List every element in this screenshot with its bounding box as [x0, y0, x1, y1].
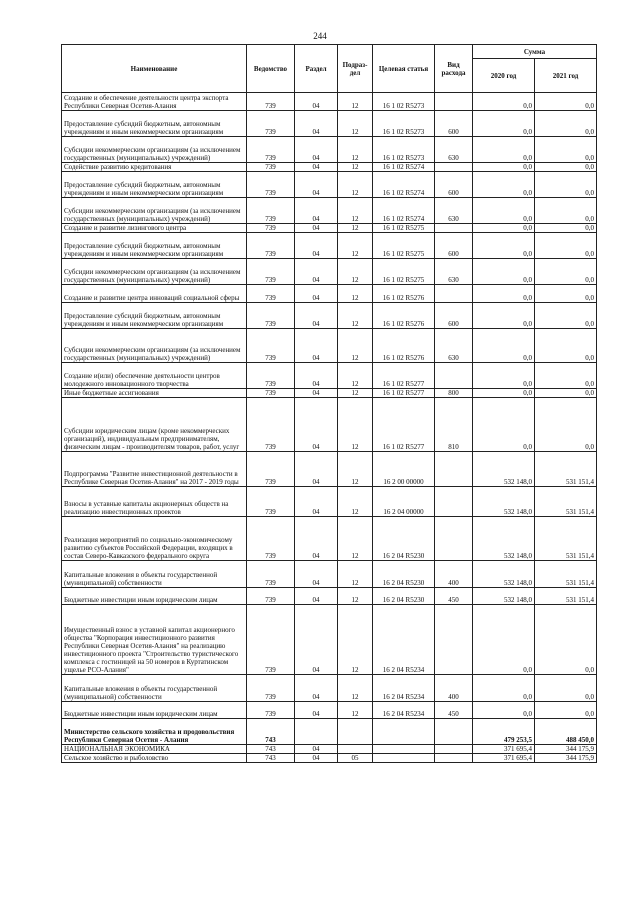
header-year-2020: 2020 год: [473, 59, 535, 93]
cell-name: Субсидии некоммерческим организациям (за исключением государственных (муниципальных) учреждений): [62, 198, 247, 224]
cell-v2020: 0,0: [473, 363, 535, 389]
cell-v2020: 532 148,0: [473, 517, 535, 561]
cell-type: [435, 285, 473, 303]
page-number: 244: [313, 31, 327, 41]
cell-type: [435, 719, 473, 745]
cell-v2021: 488 450,0: [535, 719, 597, 745]
cell-v2020: 0,0: [473, 163, 535, 172]
table-row: [62, 233, 597, 259]
cell-v2021: 0,0: [535, 389, 597, 398]
header-sum: Сумма: [473, 45, 597, 59]
cell-type: 810: [435, 398, 473, 452]
table-row: [62, 93, 597, 111]
cell-name: Создание и развитие лизингового центра: [62, 224, 247, 233]
cell-v2020: 0,0: [473, 398, 535, 452]
cell-v2020: 0,0: [473, 137, 535, 163]
cell-name: Создание и(или) обеспечение деятельности центров молодежного инновационного творчества: [62, 363, 247, 389]
cell-v2021: 0,0: [535, 285, 597, 303]
cell-sub: 12: [338, 233, 373, 259]
cell-target: 16 2 04 00000: [373, 487, 435, 517]
cell-sec: 04: [295, 363, 338, 389]
cell-name: Предоставление субсидий бюджетным, автономным учреждениям и иным некоммерческим организациям: [62, 303, 247, 329]
cell-sub: 12: [338, 285, 373, 303]
cell-sec: 04: [295, 303, 338, 329]
cell-sub: 12: [338, 163, 373, 172]
cell-name: Имущественный взнос в уставной капитал акционерного общества "Корпорация инвестиционного развития Республики Северная Осетия-Алания" на реализацию инвестиционного проекта "Строительство туристического комплекса с гостиницей на 50 номеров в Куртатинском ущелье РСО-Алания": [62, 605, 247, 675]
cell-dept: 739: [247, 398, 295, 452]
table-row: [62, 163, 597, 172]
cell-target: 16 1 02 R5276: [373, 329, 435, 363]
cell-target: 16 2 00 00000: [373, 452, 435, 487]
table-row: [62, 363, 597, 389]
cell-v2020: 0,0: [473, 224, 535, 233]
cell-target: 16 1 02 R5274: [373, 198, 435, 224]
cell-dept: 739: [247, 675, 295, 702]
cell-type: [435, 517, 473, 561]
cell-sub: 12: [338, 398, 373, 452]
header-exptype: Вид расхода: [435, 45, 473, 93]
cell-v2021: 531 151,4: [535, 588, 597, 605]
table-row: [62, 137, 597, 163]
cell-target: 16 2 04 R5230: [373, 588, 435, 605]
cell-sub: 12: [338, 111, 373, 137]
cell-v2020: 0,0: [473, 259, 535, 285]
table-row: [62, 745, 597, 754]
cell-type: 630: [435, 259, 473, 285]
cell-dept: 743: [247, 719, 295, 745]
cell-type: [435, 363, 473, 389]
cell-type: [435, 754, 473, 763]
cell-v2021: 0,0: [535, 224, 597, 233]
table-row: [62, 198, 597, 224]
cell-sub: 12: [338, 172, 373, 198]
cell-target: 16 1 02 R5274: [373, 163, 435, 172]
cell-dept: 743: [247, 754, 295, 763]
table-row: [62, 285, 597, 303]
cell-v2020: 0,0: [473, 675, 535, 702]
cell-dept: 739: [247, 487, 295, 517]
cell-target: 16 1 02 R5275: [373, 233, 435, 259]
cell-target: 16 2 04 R5234: [373, 675, 435, 702]
cell-target: 16 1 02 R5276: [373, 285, 435, 303]
cell-name: Создание и развитие центра инноваций социальной сферы: [62, 285, 247, 303]
cell-dept: 739: [247, 198, 295, 224]
cell-type: 600: [435, 303, 473, 329]
cell-dept: 739: [247, 303, 295, 329]
cell-dept: 739: [247, 93, 295, 111]
header-dept: Ведомство: [247, 45, 295, 93]
cell-type: [435, 487, 473, 517]
table-row: [62, 398, 597, 452]
cell-v2020: 0,0: [473, 172, 535, 198]
cell-type: 800: [435, 389, 473, 398]
cell-name: НАЦИОНАЛЬНАЯ ЭКОНОМИКА: [62, 745, 247, 754]
cell-sec: 04: [295, 452, 338, 487]
cell-v2020: 0,0: [473, 198, 535, 224]
cell-dept: 739: [247, 285, 295, 303]
cell-type: [435, 163, 473, 172]
cell-dept: 739: [247, 172, 295, 198]
cell-dept: 739: [247, 588, 295, 605]
cell-name: Предоставление субсидий бюджетным, автономным учреждениям и иным некоммерческим организациям: [62, 172, 247, 198]
cell-v2020: 0,0: [473, 605, 535, 675]
cell-name: Предоставление субсидий бюджетным, автономным учреждениям и иным некоммерческим организациям: [62, 233, 247, 259]
cell-target: 16 1 02 R5277: [373, 363, 435, 389]
cell-name: Бюджетные инвестиции иным юридическим лицам: [62, 588, 247, 605]
cell-sub: 05: [338, 754, 373, 763]
cell-name: Сельское хозяйство и рыболовство: [62, 754, 247, 763]
cell-v2020: 371 695,4: [473, 745, 535, 754]
cell-sub: 12: [338, 329, 373, 363]
table-row: [62, 389, 597, 398]
cell-v2020: 0,0: [473, 303, 535, 329]
cell-type: 400: [435, 561, 473, 588]
cell-sec: 04: [295, 285, 338, 303]
cell-name: Взносы в уставные капиталы акционерных обществ на реализацию инвестиционных проектов: [62, 487, 247, 517]
cell-sec: 04: [295, 111, 338, 137]
table-row: [62, 111, 597, 137]
cell-name: Капитальные вложения в объекты государственной (муниципальной) собственности: [62, 561, 247, 588]
cell-sub: 12: [338, 93, 373, 111]
cell-sec: 04: [295, 561, 338, 588]
table-row: [62, 517, 597, 561]
cell-target: 16 1 02 R5275: [373, 224, 435, 233]
cell-target: 16 1 02 R5277: [373, 389, 435, 398]
cell-type: 600: [435, 233, 473, 259]
cell-v2020: 532 148,0: [473, 452, 535, 487]
table-row: [62, 675, 597, 702]
cell-v2020: 479 253,5: [473, 719, 535, 745]
cell-name: Субсидии некоммерческим организациям (за исключением государственных (муниципальных) учреждений): [62, 259, 247, 285]
cell-sub: 12: [338, 389, 373, 398]
cell-sec: 04: [295, 675, 338, 702]
cell-v2020: 532 148,0: [473, 588, 535, 605]
cell-v2020: 0,0: [473, 233, 535, 259]
cell-sub: 12: [338, 517, 373, 561]
cell-dept: 739: [247, 605, 295, 675]
cell-target: 16 2 04 R5230: [373, 517, 435, 561]
cell-v2021: 0,0: [535, 259, 597, 285]
cell-sec: 04: [295, 702, 338, 719]
cell-v2021: 0,0: [535, 702, 597, 719]
cell-sub: 12: [338, 452, 373, 487]
table-body: [62, 93, 597, 763]
cell-sec: 04: [295, 329, 338, 363]
table-row: [62, 259, 597, 285]
cell-name: Содействие развитию кредитования: [62, 163, 247, 172]
cell-target: 16 2 04 R5230: [373, 561, 435, 588]
cell-v2020: 0,0: [473, 111, 535, 137]
cell-sub: [338, 719, 373, 745]
cell-target: [373, 754, 435, 763]
cell-dept: 739: [247, 363, 295, 389]
cell-sec: [295, 719, 338, 745]
cell-v2021: 0,0: [535, 111, 597, 137]
cell-target: 16 1 02 R5277: [373, 398, 435, 452]
cell-type: [435, 452, 473, 487]
cell-dept: 739: [247, 259, 295, 285]
cell-type: [435, 745, 473, 754]
cell-type: 450: [435, 702, 473, 719]
cell-name: Предоставление субсидий бюджетным, автономным учреждениям и иным некоммерческим организациям: [62, 111, 247, 137]
cell-sec: 04: [295, 224, 338, 233]
cell-v2021: 344 175,9: [535, 745, 597, 754]
cell-v2020: 0,0: [473, 93, 535, 111]
cell-sub: 12: [338, 198, 373, 224]
table-row: [62, 561, 597, 588]
cell-sub: 12: [338, 588, 373, 605]
header-subsection: Подраз-дел: [338, 45, 373, 93]
table-row: [62, 303, 597, 329]
cell-v2021: 531 151,4: [535, 561, 597, 588]
cell-dept: 739: [247, 389, 295, 398]
cell-dept: 739: [247, 224, 295, 233]
cell-sec: 04: [295, 389, 338, 398]
cell-v2021: 0,0: [535, 93, 597, 111]
cell-sec: 04: [295, 163, 338, 172]
table-row: [62, 702, 597, 719]
cell-name: Субсидии некоммерческим организациям (за исключением государственных (муниципальных) учреждений): [62, 137, 247, 163]
cell-sub: 12: [338, 303, 373, 329]
cell-v2021: 0,0: [535, 675, 597, 702]
cell-v2020: 532 148,0: [473, 487, 535, 517]
cell-dept: 739: [247, 329, 295, 363]
cell-type: 630: [435, 198, 473, 224]
cell-sec: 04: [295, 233, 338, 259]
cell-sec: 04: [295, 172, 338, 198]
cell-target: 16 1 02 R5273: [373, 93, 435, 111]
cell-sec: 04: [295, 605, 338, 675]
cell-sub: 12: [338, 224, 373, 233]
cell-name: Реализация мероприятий по социально-экономическому развитию субъектов Российской Федерации, входящих в состав Северо-Кавказского федерального округа: [62, 517, 247, 561]
cell-name: Министерство сельского хозяйства и продовольствия Республики Северная Осетия - Алания: [62, 719, 247, 745]
cell-sub: 12: [338, 605, 373, 675]
cell-type: [435, 605, 473, 675]
table-row: [62, 605, 597, 675]
cell-v2020: 0,0: [473, 389, 535, 398]
cell-v2021: 0,0: [535, 605, 597, 675]
cell-v2020: 0,0: [473, 329, 535, 363]
header-section: Раздел: [295, 45, 338, 93]
table-row: [62, 754, 597, 763]
cell-dept: 739: [247, 517, 295, 561]
cell-type: 600: [435, 172, 473, 198]
cell-sec: 04: [295, 398, 338, 452]
header-year-2021: 2021 год: [535, 59, 597, 93]
cell-v2021: 0,0: [535, 363, 597, 389]
cell-sub: 12: [338, 487, 373, 517]
cell-v2020: 0,0: [473, 702, 535, 719]
table-row: [62, 588, 597, 605]
cell-name: Субсидии юридическим лицам (кроме некоммерческих организаций), индивидуальным предпринимателям, физическим лицам - производителям товаров, работ, услуг: [62, 398, 247, 452]
cell-target: 16 1 02 R5273: [373, 111, 435, 137]
cell-v2021: 531 151,4: [535, 452, 597, 487]
cell-v2020: 371 695,4: [473, 754, 535, 763]
cell-v2021: 531 151,4: [535, 487, 597, 517]
cell-v2021: 344 175,9: [535, 754, 597, 763]
cell-target: 16 2 04 R5234: [373, 702, 435, 719]
cell-dept: 739: [247, 452, 295, 487]
cell-dept: 739: [247, 561, 295, 588]
table-row: [62, 224, 597, 233]
cell-type: [435, 93, 473, 111]
cell-v2021: 0,0: [535, 233, 597, 259]
cell-sub: 12: [338, 561, 373, 588]
cell-target: 16 1 02 R5275: [373, 259, 435, 285]
cell-sub: 12: [338, 675, 373, 702]
cell-sec: 04: [295, 259, 338, 285]
cell-name: Создание и обеспечение деятельности центра экспорта Республики Северная Осетия-Алания: [62, 93, 247, 111]
cell-target: 16 1 02 R5274: [373, 172, 435, 198]
cell-sub: 12: [338, 259, 373, 285]
cell-type: [435, 224, 473, 233]
cell-dept: 739: [247, 163, 295, 172]
table-row: [62, 487, 597, 517]
cell-v2020: 532 148,0: [473, 561, 535, 588]
cell-v2021: 0,0: [535, 137, 597, 163]
table-row: [62, 329, 597, 363]
cell-dept: 739: [247, 137, 295, 163]
cell-type: 600: [435, 111, 473, 137]
cell-name: Иные бюджетные ассигнования: [62, 389, 247, 398]
cell-target: 16 2 04 R5234: [373, 605, 435, 675]
cell-v2021: 531 151,4: [535, 517, 597, 561]
cell-sec: 04: [295, 588, 338, 605]
cell-name: Бюджетные инвестиции иным юридическим лицам: [62, 702, 247, 719]
cell-target: 16 1 02 R5273: [373, 137, 435, 163]
cell-dept: 743: [247, 745, 295, 754]
cell-sec: 04: [295, 93, 338, 111]
cell-name: Субсидии некоммерческим организациям (за исключением государственных (муниципальных) учреждений): [62, 329, 247, 363]
cell-sec: 04: [295, 754, 338, 763]
header-name: Наименование: [62, 45, 247, 93]
cell-type: 630: [435, 137, 473, 163]
table-row: [62, 452, 597, 487]
cell-target: 16 1 02 R5276: [373, 303, 435, 329]
cell-v2021: 0,0: [535, 398, 597, 452]
cell-v2021: 0,0: [535, 198, 597, 224]
cell-sub: 12: [338, 137, 373, 163]
header-target: Целевая статья: [373, 45, 435, 93]
table-row: [62, 172, 597, 198]
cell-sub: 12: [338, 702, 373, 719]
cell-dept: 739: [247, 702, 295, 719]
cell-type: 630: [435, 329, 473, 363]
cell-target: [373, 745, 435, 754]
cell-v2021: 0,0: [535, 163, 597, 172]
cell-v2021: 0,0: [535, 172, 597, 198]
cell-sub: 12: [338, 363, 373, 389]
cell-sec: 04: [295, 745, 338, 754]
cell-sec: 04: [295, 137, 338, 163]
cell-v2020: 0,0: [473, 285, 535, 303]
cell-name: Капитальные вложения в объекты государственной (муниципальной) собственности: [62, 675, 247, 702]
cell-type: 450: [435, 588, 473, 605]
cell-v2021: 0,0: [535, 329, 597, 363]
cell-name: Подпрограмма "Развитие инвестиционной деятельности в Республике Северная Осетия-Алания" на 2017 - 2019 годы: [62, 452, 247, 487]
table-row: [62, 719, 597, 745]
budget-table: [61, 44, 597, 763]
cell-sec: 04: [295, 517, 338, 561]
cell-sub: [338, 745, 373, 754]
cell-sec: 04: [295, 198, 338, 224]
cell-dept: 739: [247, 111, 295, 137]
cell-type: 400: [435, 675, 473, 702]
cell-dept: 739: [247, 233, 295, 259]
cell-v2021: 0,0: [535, 303, 597, 329]
cell-target: [373, 719, 435, 745]
cell-sec: 04: [295, 487, 338, 517]
